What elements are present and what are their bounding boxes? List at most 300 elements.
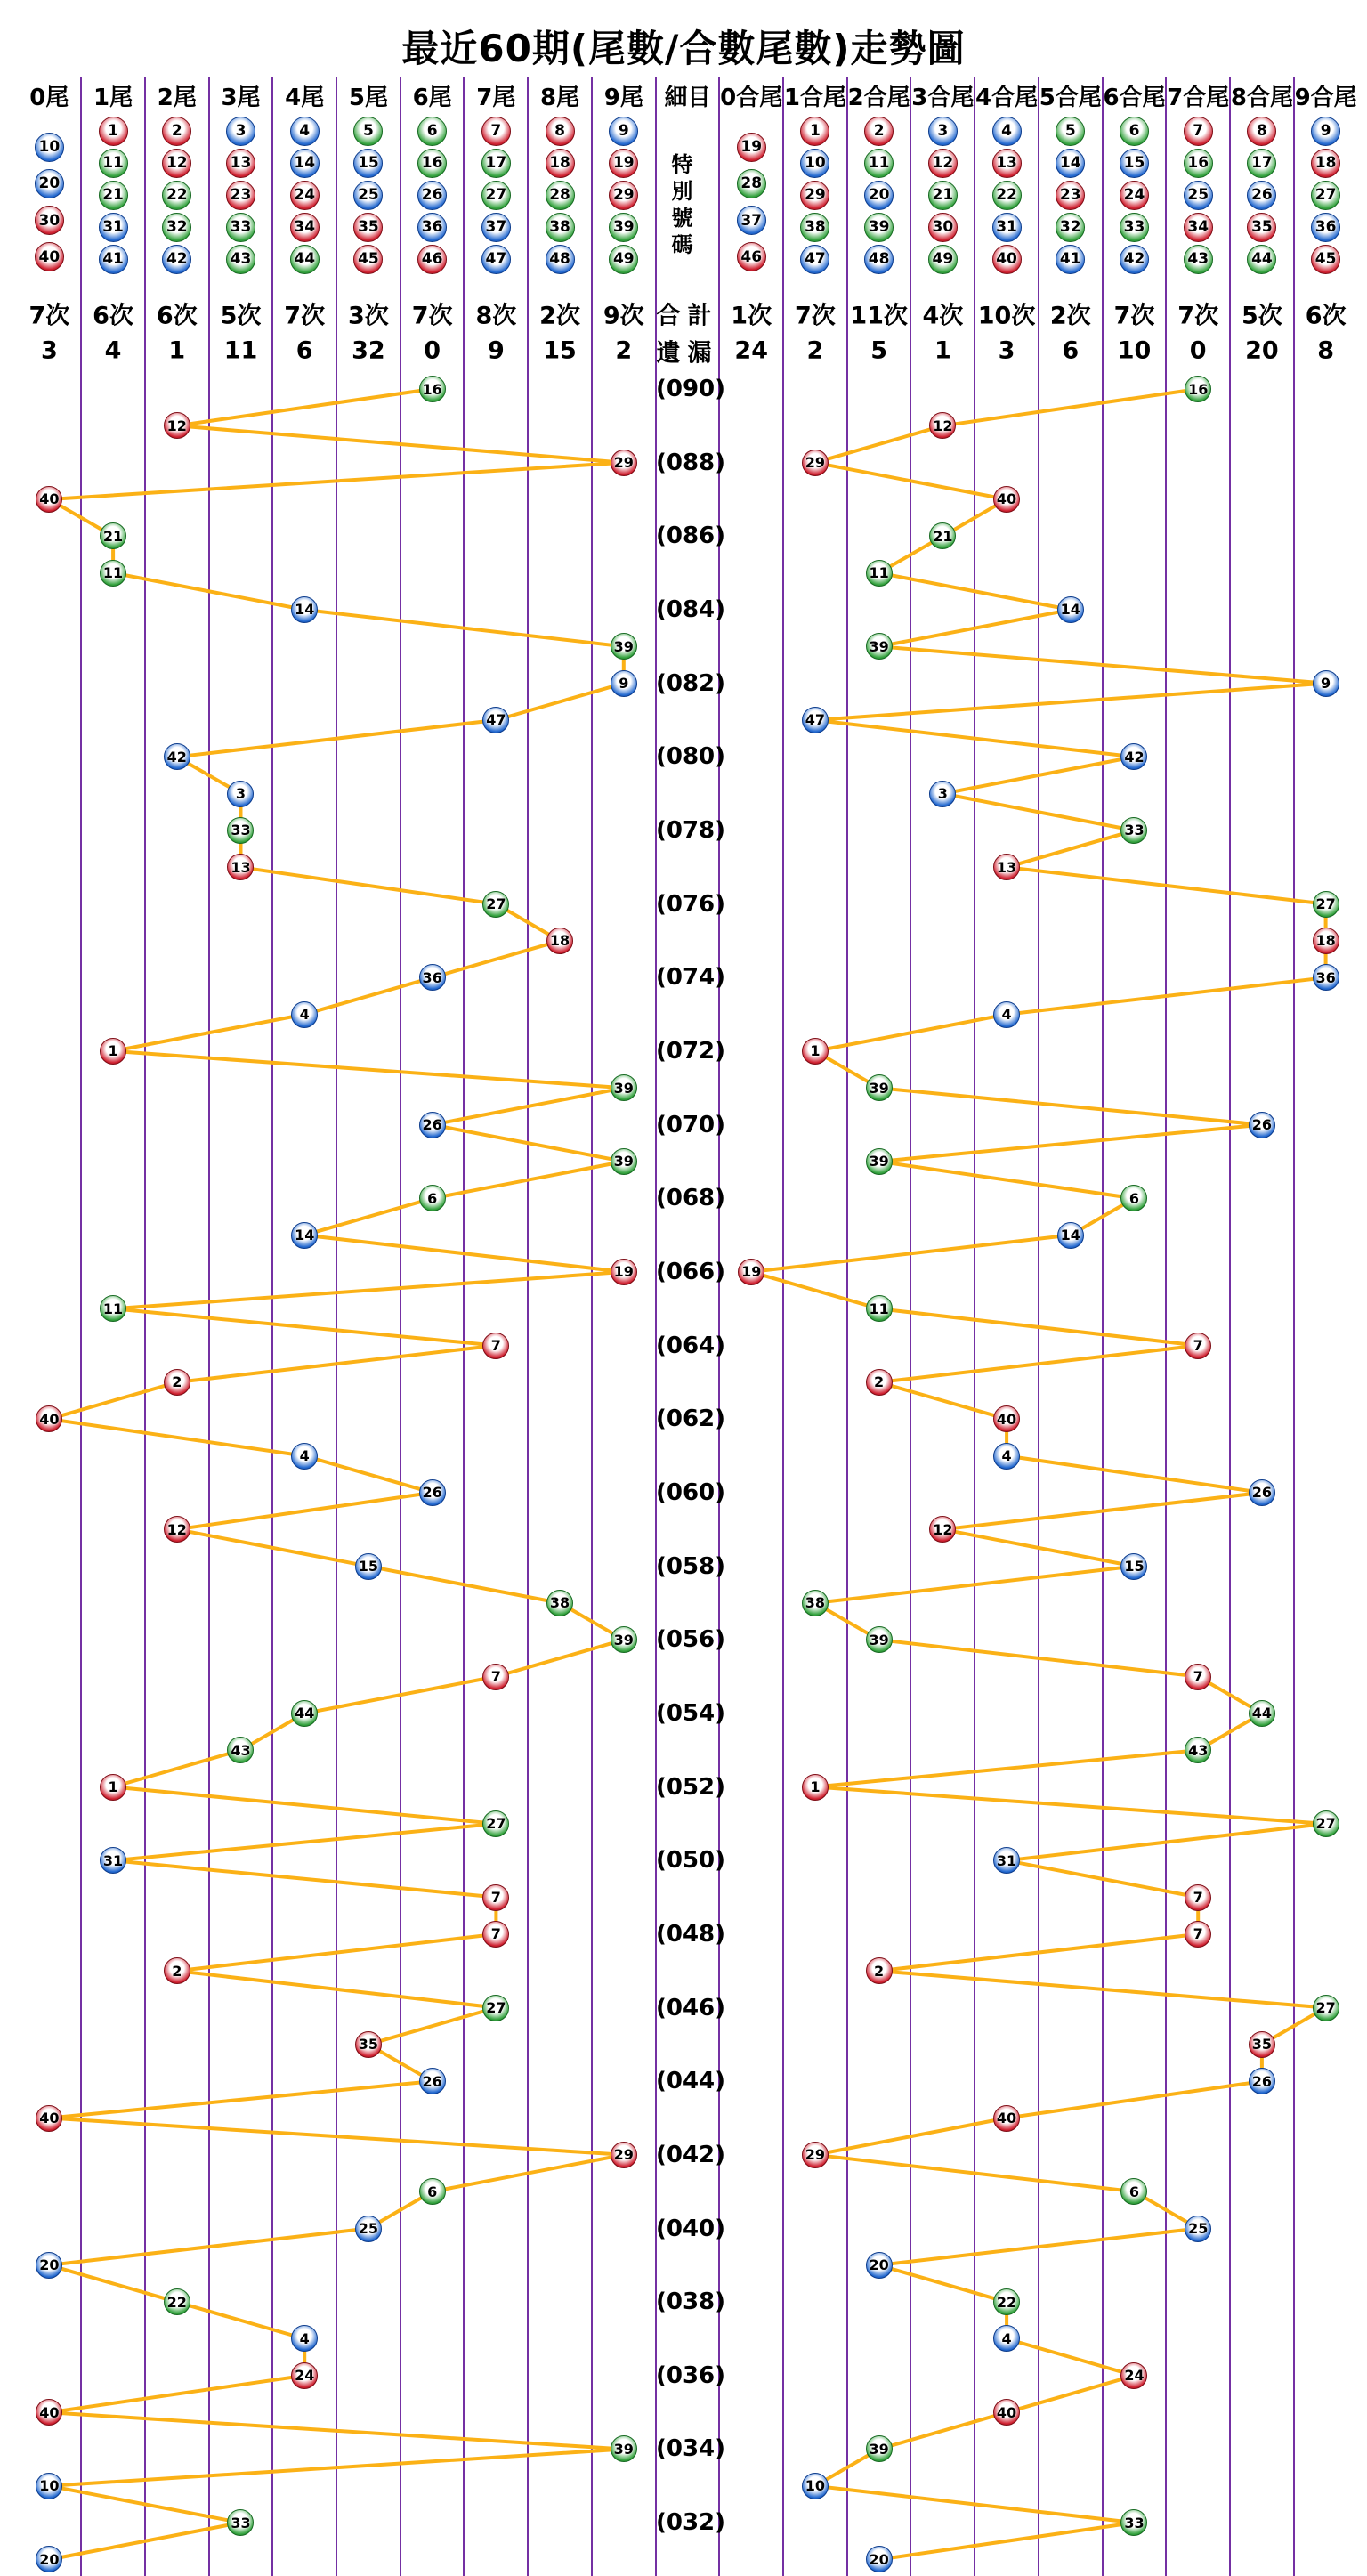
chart-ball-sum-056-39: 39 [866,1626,893,1653]
header-ball-30: 30 [928,213,958,242]
miss-6尾: 0 [424,336,441,365]
chart-ball-sum-080-42: 42 [1120,743,1147,770]
chart-ball-tail-066-19: 19 [611,1259,637,1285]
chart-ball-tail-048-7: 7 [482,1921,509,1948]
chart-ball-tail-057-38: 38 [546,1590,573,1616]
column-header-1尾: 1尾 [93,85,133,111]
chart-ball-tail-063-2: 2 [164,1369,190,1396]
chart-ball-sum-067-14: 14 [1057,1222,1084,1249]
count-9尾: 9次 [603,302,644,330]
header-ball-7: 7 [481,117,511,146]
chart-ball-tail-065-11: 11 [100,1295,126,1322]
chart-ball-tail-055-7: 7 [482,1664,509,1690]
count-5合尾: 2次 [1049,302,1091,330]
header-ball-1: 1 [800,117,829,146]
header-ball-26: 26 [417,181,447,210]
chart-ball-sum-068-6: 6 [1120,1185,1147,1211]
chart-ball-tail-064-7: 7 [482,1333,509,1359]
chart-ball-sum-083-39: 39 [866,633,893,660]
chart-ball-tail-034-39: 39 [611,2435,637,2462]
period-label-082: (082) [655,669,726,697]
chart-ball-sum-042-29: 29 [802,2142,829,2168]
chart-ball-sum-057-38: 38 [802,1590,829,1616]
chart-ball-tail-079-3: 3 [227,781,254,807]
special-number-char: 特 [671,152,693,177]
chart-ball-sum-032-33: 33 [1120,2509,1147,2536]
chart-ball-tail-071-39: 39 [611,1074,637,1101]
header-ball-30: 30 [35,206,64,235]
chart-ball-tail-084-14: 14 [291,596,318,623]
header-ball-12: 12 [928,149,958,178]
header-ball-33: 33 [226,213,255,242]
chart-ball-tail-083-39: 39 [611,633,637,660]
chart-ball-tail-080-42: 42 [164,743,190,770]
header-ball-22: 22 [992,181,1022,210]
header-ball-38: 38 [546,213,575,242]
chart-ball-tail-033-10: 10 [36,2473,62,2499]
column-header-9尾: 9尾 [603,85,643,111]
chart-ball-sum-051-27: 27 [1313,1810,1339,1837]
chart-ball-tail-054-44: 44 [291,1700,318,1727]
tail-series-line [49,389,623,2560]
detail-column-header: 細目 [664,85,711,111]
header-ball-10: 10 [800,149,829,178]
chart-ball-sum-090-16: 16 [1185,376,1211,402]
chart-ball-tail-090-16: 16 [419,376,446,402]
header-ball-18: 18 [546,149,575,178]
header-ball-36: 36 [417,213,447,242]
chart-ball-tail-039-20: 20 [36,2252,62,2279]
chart-ball-sum-041-6: 6 [1120,2178,1147,2205]
chart-ball-tail-076-27: 27 [482,891,509,918]
period-label-050: (050) [655,1847,726,1875]
chart-ball-sum-071-39: 39 [866,1074,893,1101]
count-5尾: 3次 [348,302,389,330]
miss-3合尾: 1 [934,336,951,365]
header-ball-23: 23 [1056,181,1085,210]
column-header-3合尾: 3合尾 [911,85,975,111]
chart-ball-tail-077-13: 13 [227,854,254,880]
chart-ball-tail-072-1: 1 [100,1038,126,1065]
chart-ball-sum-077-13: 13 [993,854,1020,880]
header-ball-43: 43 [226,245,255,274]
chart-ball-sum-061-4: 4 [993,1443,1020,1470]
period-label-036: (036) [655,2361,726,2389]
period-label-040: (040) [655,2215,726,2242]
header-ball-49: 49 [609,245,638,274]
chart-ball-tail-049-7: 7 [482,1884,509,1911]
chart-ball-tail-067-14: 14 [291,1222,318,1249]
count-8尾: 2次 [539,302,580,330]
header-ball-37: 37 [481,213,511,242]
chart-ball-tail-050-31: 31 [100,1847,126,1874]
chart-ball-sum-040-25: 25 [1185,2216,1211,2242]
column-header-4合尾: 4合尾 [975,85,1039,111]
miss-1尾: 4 [104,336,122,365]
period-label-068: (068) [655,1185,726,1212]
chart-ball-sum-054-44: 44 [1249,1700,1275,1727]
special-number-char: 碼 [671,232,693,257]
period-label-056: (056) [655,1626,726,1654]
chart-ball-tail-085-11: 11 [100,560,126,587]
count-3尾: 5次 [220,302,262,330]
header-ball-16: 16 [1184,149,1213,178]
header-ball-17: 17 [1247,149,1276,178]
miss-3尾: 11 [223,336,258,365]
period-label-058: (058) [655,1552,726,1580]
count-4尾: 7次 [284,302,326,330]
chart-ball-tail-044-26: 26 [419,2068,446,2094]
header-ball-5: 5 [1056,117,1085,146]
chart-ball-tail-088-29: 29 [611,450,637,476]
chart-ball-tail-035-40: 40 [36,2399,62,2426]
header-ball-47: 47 [800,245,829,274]
special-number-char: 別 [671,179,693,204]
header-ball-42: 42 [1120,245,1149,274]
header-ball-2: 2 [864,117,894,146]
header-ball-21: 21 [928,181,958,210]
chart-ball-sum-078-33: 33 [1120,817,1147,844]
header-ball-34: 34 [1184,213,1213,242]
chart-ball-tail-038-22: 22 [164,2288,190,2315]
period-label-072: (072) [655,1037,726,1065]
header-ball-29: 29 [609,181,638,210]
column-header-2合尾: 2合尾 [847,85,910,111]
header-ball-20: 20 [864,181,894,210]
header-ball-41: 41 [99,245,128,274]
column-header-6合尾: 6合尾 [1103,85,1166,111]
header-ball-12: 12 [162,149,191,178]
column-header-4尾: 4尾 [285,85,325,111]
chart-ball-sum-089-12: 12 [929,412,956,439]
period-label-044: (044) [655,2068,726,2095]
header-ball-10: 10 [35,133,64,162]
chart-ball-tail-061-4: 4 [291,1443,318,1470]
special-number-char: 號 [671,206,693,231]
header-ball-11: 11 [864,149,894,178]
count-1合尾: 7次 [795,302,836,330]
miss-8尾: 15 [543,336,577,365]
header-ball-24: 24 [290,181,320,210]
header-ball-14: 14 [290,149,320,178]
chart-ball-sum-060-26: 26 [1249,1479,1275,1506]
count-6尾: 7次 [411,302,453,330]
miss-6合尾: 10 [1117,336,1152,365]
column-header-7尾: 7尾 [476,85,516,111]
chart-ball-tail-075-18: 18 [546,928,573,954]
header-ball-35: 35 [353,213,383,242]
chart-ball-tail-069-39: 39 [611,1148,637,1175]
chart-ball-sum-076-27: 27 [1313,891,1339,918]
count-7合尾: 7次 [1177,302,1219,330]
chart-ball-tail-031-20: 20 [36,2546,62,2572]
period-label-076: (076) [655,890,726,918]
column-header-5尾: 5尾 [348,85,388,111]
header-ball-9: 9 [1311,117,1340,146]
chart-ball-sum-081-47: 47 [802,707,829,733]
chart-ball-tail-082-9: 9 [611,670,637,697]
column-header-8尾: 8尾 [540,85,580,111]
header-ball-34: 34 [290,213,320,242]
count-9合尾: 6次 [1305,302,1347,330]
period-label-034: (034) [655,2435,726,2463]
count-7尾: 8次 [475,302,517,330]
chart-ball-sum-055-7: 7 [1185,1664,1211,1690]
header-ball-37: 37 [737,206,766,235]
chart-ball-sum-047-2: 2 [866,1957,893,1984]
header-ball-19: 19 [737,133,766,162]
chart-ball-sum-082-9: 9 [1313,670,1339,697]
header-ball-39: 39 [864,213,894,242]
chart-ball-tail-051-27: 27 [482,1810,509,1837]
chart-ball-tail-053-43: 43 [227,1737,254,1763]
header-ball-14: 14 [1056,149,1085,178]
chart-ball-sum-073-4: 4 [993,1001,1020,1028]
miss-4合尾: 3 [998,336,1015,365]
chart-ball-sum-049-7: 7 [1185,1884,1211,1911]
header-ball-13: 13 [992,149,1022,178]
chart-ball-sum-065-11: 11 [866,1295,893,1322]
chart-ball-sum-053-43: 43 [1185,1737,1211,1763]
header-ball-11: 11 [99,149,128,178]
period-label-054: (054) [655,1699,726,1727]
chart-ball-tail-032-33: 33 [227,2509,254,2536]
header-ball-45: 45 [1311,245,1340,274]
header-ball-5: 5 [353,117,383,146]
miss-5合尾: 6 [1062,336,1080,365]
header-ball-31: 31 [99,213,128,242]
period-label-066: (066) [655,1258,726,1285]
column-header-3尾: 3尾 [221,85,261,111]
chart-ball-sum-088-29: 29 [802,450,829,476]
miss-7尾: 9 [487,336,505,365]
chart-ball-sum-079-3: 3 [929,781,956,807]
chart-ball-tail-081-47: 47 [482,707,509,733]
chart-ball-sum-069-39: 39 [866,1148,893,1175]
header-ball-18: 18 [1311,149,1340,178]
period-label-060: (060) [655,1478,726,1506]
period-label-070: (070) [655,1111,726,1138]
chart-ball-tail-070-26: 26 [419,1112,446,1138]
column-header-5合尾: 5合尾 [1039,85,1102,111]
header-ball-32: 32 [162,213,191,242]
header-ball-44: 44 [290,245,320,274]
header-ball-40: 40 [992,245,1022,274]
header-ball-42: 42 [162,245,191,274]
chart-ball-tail-052-1: 1 [100,1774,126,1801]
header-ball-45: 45 [353,245,383,274]
chart-ball-sum-050-31: 31 [993,1847,1020,1874]
period-label-084: (084) [655,595,726,623]
header-ball-15: 15 [1120,149,1149,178]
chart-ball-sum-037-4: 4 [993,2325,1020,2352]
chart-ball-tail-043-40: 40 [36,2105,62,2132]
chart-ball-tail-062-40: 40 [36,1405,62,1432]
period-label-090: (090) [655,376,726,402]
header-ball-27: 27 [1311,181,1340,210]
chart-ball-tail-068-6: 6 [419,1185,446,1211]
miss-2合尾: 5 [870,336,888,365]
count-2合尾: 11次 [850,302,908,330]
header-ball-47: 47 [481,245,511,274]
miss-0合尾: 24 [734,336,768,365]
miss-4尾: 6 [295,336,313,365]
header-ball-4: 4 [290,117,320,146]
miss-2尾: 1 [168,336,186,365]
period-label-078: (078) [655,816,726,844]
period-label-038: (038) [655,2288,726,2316]
chart-ball-tail-036-24: 24 [291,2362,318,2389]
miss-9尾: 2 [615,336,633,365]
period-label-048: (048) [655,1920,726,1948]
header-ball-6: 6 [417,117,447,146]
header-ball-26: 26 [1247,181,1276,210]
period-label-052: (052) [655,1773,726,1801]
chart-ball-tail-074-36: 36 [419,964,446,991]
header-ball-33: 33 [1120,213,1149,242]
column-header-8合尾: 8合尾 [1230,85,1293,111]
header-ball-29: 29 [800,181,829,210]
chart-ball-sum-066-19: 19 [738,1259,764,1285]
chart-ball-tail-073-4: 4 [291,1001,318,1028]
chart-ball-sum-038-22: 22 [993,2288,1020,2315]
chart-ball-sum-064-7: 7 [1185,1333,1211,1359]
chart-ball-sum-031-20: 20 [866,2546,893,2572]
header-ball-25: 25 [1184,181,1213,210]
chart-ball-sum-036-24: 24 [1120,2362,1147,2389]
column-header-6尾: 6尾 [412,85,452,111]
header-ball-3: 3 [928,117,958,146]
header-ball-38: 38 [800,213,829,242]
chart-ball-sum-075-18: 18 [1313,928,1339,954]
column-header-7合尾: 7合尾 [1167,85,1230,111]
chart-ball-tail-058-15: 15 [355,1553,382,1580]
chart-ball-sum-072-1: 1 [802,1038,829,1065]
period-label-088: (088) [655,449,726,476]
column-header-9合尾: 9合尾 [1294,85,1357,111]
chart-ball-tail-041-6: 6 [419,2178,446,2205]
chart-ball-sum-045-35: 35 [1249,2031,1275,2058]
count-0合尾: 1次 [731,302,772,330]
period-label-062: (062) [655,1405,726,1433]
chart-ball-sum-039-20: 20 [866,2252,893,2279]
count-6合尾: 7次 [1113,302,1155,330]
header-ball-27: 27 [481,181,511,210]
chart-ball-tail-060-26: 26 [419,1479,446,1506]
header-ball-13: 13 [226,149,255,178]
column-header-0尾: 0尾 [29,85,69,111]
chart-ball-tail-087-40: 40 [36,486,62,513]
chart-ball-tail-078-33: 33 [227,817,254,844]
header-ball-49: 49 [928,245,958,274]
header-ball-9: 9 [609,117,638,146]
chart-ball-sum-043-40: 40 [993,2105,1020,2132]
chart-ball-sum-044-26: 26 [1249,2068,1275,2094]
count-0尾: 7次 [28,302,70,330]
header-ball-31: 31 [992,213,1022,242]
chart-ball-sum-046-27: 27 [1313,1995,1339,2021]
sum-tail-series-line [751,389,1325,2560]
chart-ball-sum-052-1: 1 [802,1774,829,1801]
header-ball-48: 48 [864,245,894,274]
header-ball-4: 4 [992,117,1022,146]
miss-label: 遺漏 [656,339,719,368]
count-2尾: 6次 [156,302,198,330]
chart-ball-tail-045-35: 35 [355,2031,382,2058]
header-ball-22: 22 [162,181,191,210]
miss-8合尾: 20 [1245,336,1279,365]
header-ball-32: 32 [1056,213,1085,242]
header-ball-41: 41 [1056,245,1085,274]
count-4合尾: 10次 [977,302,1036,330]
header-ball-35: 35 [1247,213,1276,242]
header-ball-46: 46 [417,245,447,274]
period-label-064: (064) [655,1332,726,1359]
miss-7合尾: 0 [1189,336,1207,365]
total-label: 合計 [656,302,719,330]
period-label-046: (046) [655,1994,726,2021]
header-ball-25: 25 [353,181,383,210]
header-ball-40: 40 [35,242,64,271]
chart-ball-sum-035-40: 40 [993,2399,1020,2426]
miss-0尾: 3 [40,336,58,365]
header-ball-21: 21 [99,181,128,210]
chart-ball-sum-058-15: 15 [1120,1553,1147,1580]
column-header-0合尾: 0合尾 [720,85,783,111]
chart-ball-sum-033-10: 10 [802,2473,829,2499]
header-ball-23: 23 [226,181,255,210]
chart-ball-sum-048-7: 7 [1185,1921,1211,1948]
header-ball-1: 1 [99,117,128,146]
count-1尾: 6次 [93,302,133,330]
chart-ball-tail-086-21: 21 [100,522,126,549]
chart-ball-tail-047-2: 2 [164,1957,190,1984]
header-ball-2: 2 [162,117,191,146]
period-label-080: (080) [655,743,726,771]
chart-ball-sum-063-2: 2 [866,1369,893,1396]
header-ball-6: 6 [1120,117,1149,146]
miss-9合尾: 8 [1317,336,1335,365]
chart-ball-tail-089-12: 12 [164,412,190,439]
chart-ball-sum-074-36: 36 [1313,964,1339,991]
chart-ball-tail-056-39: 39 [611,1626,637,1653]
period-label-032: (032) [655,2509,726,2537]
count-3合尾: 4次 [922,302,964,330]
header-ball-28: 28 [737,169,766,198]
header-ball-3: 3 [226,117,255,146]
chart-ball-sum-062-40: 40 [993,1405,1020,1432]
miss-5尾: 32 [352,336,385,365]
header-ball-16: 16 [417,149,447,178]
header-ball-20: 20 [35,169,64,198]
chart-ball-sum-034-39: 39 [866,2435,893,2462]
miss-1合尾: 2 [806,336,824,365]
chart-ball-tail-037-4: 4 [291,2325,318,2352]
header-ball-15: 15 [353,149,383,178]
header-ball-44: 44 [1247,245,1276,274]
period-label-086: (086) [655,522,726,550]
header-ball-8: 8 [546,117,575,146]
chart-ball-tail-042-29: 29 [611,2142,637,2168]
period-label-042: (042) [655,2141,726,2168]
chart-ball-sum-085-11: 11 [866,560,893,587]
chart-ball-tail-040-25: 25 [355,2216,382,2242]
chart-ball-sum-084-14: 14 [1057,596,1084,623]
chart-ball-sum-070-26: 26 [1249,1112,1275,1138]
header-ball-8: 8 [1247,117,1276,146]
count-8合尾: 5次 [1242,302,1282,330]
period-label-074: (074) [655,964,726,992]
